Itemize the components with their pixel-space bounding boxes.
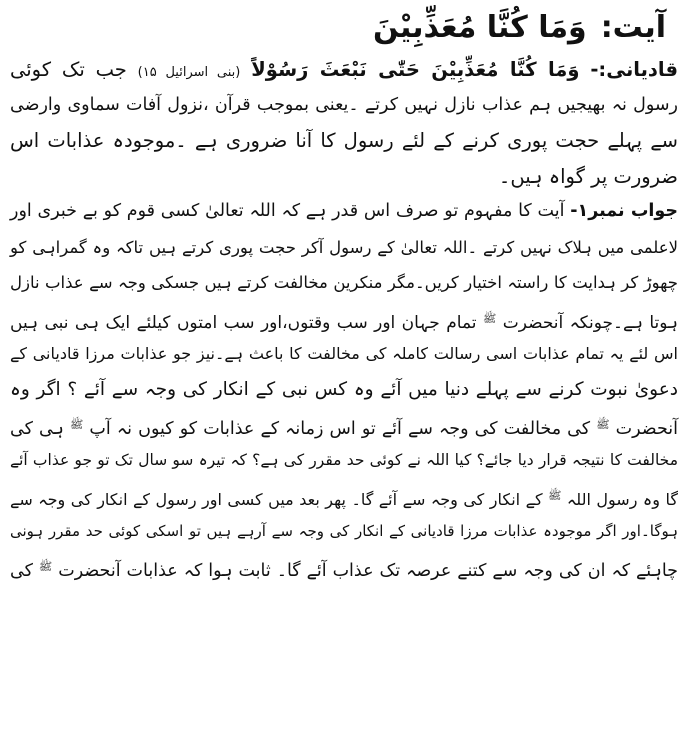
text-line bbox=[8, 123, 680, 159]
text-line bbox=[8, 336, 680, 372]
text-line bbox=[8, 301, 680, 337]
text-segment: آنحضرت bbox=[615, 419, 678, 439]
salutation-glyph: ﷺ bbox=[38, 560, 53, 573]
text-line bbox=[8, 478, 680, 514]
text-line bbox=[8, 514, 680, 550]
text-line bbox=[8, 407, 680, 443]
text-segment: آیت کا مفہوم تو صرف اس قدر ہے کہ اللہ تعالیٰ کسی قوم کو بے خبری اور bbox=[10, 201, 565, 221]
text-segment: کی bbox=[10, 561, 33, 581]
text-segment: کے انکار کی وجہ سے آئے گا۔ پھر بعد میں کسی اور رسول کے انکار کی وجہ سے bbox=[10, 490, 543, 509]
heading-verse: وَمَا كُنَّا مُعَذِّبِيْنَ bbox=[373, 10, 587, 45]
qadiani-claim-label: قادیانی:- bbox=[590, 58, 679, 81]
text-segment: رسول نہ بھیجیں ہم عذاب نازل نہیں کرتے ۔یعنی بموجب قرآن ،نزول آفات سماوی وارضی bbox=[10, 94, 678, 115]
text-segment: سے پہلے حجت پوری کرنے کے لئے رسول کا آنا ضروری ہے ۔موجودہ عذابات اس bbox=[10, 129, 678, 152]
text-segment: لاعلمی میں ہلاک نہیں کرتے ۔اللہ تعالیٰ کے رسول آکر حجت پوری کرتے ہیں تاکہ وہ گمراہی کو bbox=[10, 237, 678, 257]
answer-label: جواب نمبر۱- bbox=[570, 201, 678, 221]
text-segment: چھوڑ کر ہدایت کا راستہ اختیار کریں۔مگر منکرین مخالفت کرتے ہیں جسکی وجہ سے عذاب نازل bbox=[10, 273, 678, 292]
salutation-glyph: ﷺ bbox=[596, 418, 610, 431]
text-line bbox=[8, 194, 680, 230]
text-line bbox=[8, 443, 680, 479]
text-segment: مخالفت کا نتیجہ قرار دیا جائے؟ کیا اللہ نے کوئی حد مقرر کی ہے؟ کہ تیرہ سو سال تک تو جو عذاب آئے bbox=[10, 450, 678, 469]
text-line bbox=[8, 230, 680, 266]
text-segment: اس لئے یہ تمام عذابات اسی رسالت کاملہ کی مخالفت کا باعث ہے۔نیز جو عذابات مرزا قادیانی کے bbox=[10, 344, 678, 363]
heading-label: آیت: bbox=[600, 10, 666, 45]
text-segment: ہوگا۔اور اگر موجودہ عذابات مرزا قادیانی کے انکار کی وجہ سے آرہے ہیں تو اسکی کوئی حد مقرر ہونی bbox=[10, 521, 678, 540]
text-segment: دعویٰ نبوت کرنے سے پہلے دنیا میں آئے وہ کس نبی کے انکار کی وجہ سے آئے ؟ اگر وہ bbox=[10, 378, 678, 400]
text-line bbox=[8, 52, 680, 88]
text-line bbox=[8, 372, 680, 408]
text-line bbox=[8, 549, 680, 585]
text-segment: چاہئے کہ ان کی وجہ سے کتنے عرصہ تک عذاب آئے گا۔ ثابت ہوا کہ عذابات آنحضرت bbox=[58, 561, 678, 581]
text-segment: کی مخالفت کی وجہ سے آئے تو اس زمانہ کے عذابات کو کیوں نہ آپ bbox=[89, 419, 591, 439]
text-segment: ضرورت پر گواہ ہیں۔ bbox=[498, 164, 678, 188]
salutation-glyph: ﷺ bbox=[548, 489, 562, 502]
text-line bbox=[8, 265, 680, 301]
verse-reference: (بنی اسرائیل ۱۵) bbox=[137, 65, 241, 80]
quoted-verse: وَمَا كُنَّا مُعَذِّبِيْنَ حَتّٰى نَبْعَثَ رَسُوْلاً bbox=[251, 58, 580, 81]
text-segment: تمام جہان اور سب وقتوں،اور سب امتوں کیلئے ایک ہی نبی ہیں bbox=[10, 312, 477, 333]
salutation-glyph: ﷺ bbox=[70, 418, 84, 431]
verse-heading bbox=[8, 4, 666, 52]
text-segment: ہوتا ہے۔چونکہ آنحضرت bbox=[502, 312, 679, 333]
text-segment: جب تک کوئی bbox=[10, 58, 127, 81]
text-segment: ہی کی bbox=[10, 419, 64, 439]
salutation-glyph: ﷺ bbox=[482, 311, 497, 325]
text-line bbox=[8, 88, 680, 124]
text-line bbox=[8, 159, 680, 195]
text-segment: گا وہ رسول اللہ bbox=[566, 490, 678, 509]
